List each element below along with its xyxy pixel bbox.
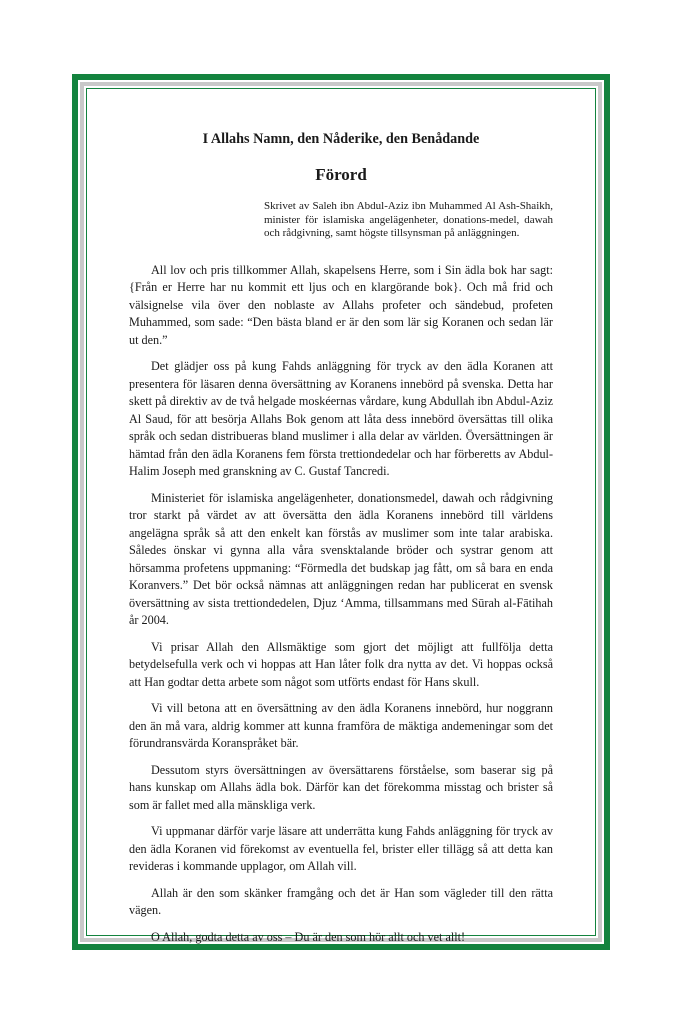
page-frame-gap <box>80 82 602 942</box>
paragraph: Det glädjer oss på kung Fahds anläggning för tryck av den ädla Koranen att presentera för läsaren denna översättning av Koranens innebörd på svenska. Detta har skett på direktiv av de två helgade moskéernas vårdare, kung Abdullah ibn Abdul-Aziz Al Saud, för att besörja Allahs Bok genom att låta dess innebörd översättas till olika språk och sedan distribueras bland muslimer i alla delar av världen. Översättningen är hämtad från den ädla Koranens fem första trettiondedelar och har förberetts av Abdul-Halim Joseph med granskning av C. Gustaf Tancredi. <box>129 359 553 479</box>
paragraph: Ministeriet för islamiska angelägenheter, donationsmedel, dawah och rådgivning tror starkt på värdet av att översätta den ädla Koranens innebörd till världens angelägna språk så att den enkelt kan förstås av muslimer som inte talar arabiska. Således önskar vi gynna alla våra svensktalande bröder och systrar genom att hörsamma profetens uppmaning: “Förmedla det budskap jag fått, om så bara en enda Koranvers.” Det bör också nämnas att anläggningen redan har publicerat en svensk översättning av sista trettiondedelen, Djuz ‘Amma, tillsammans med Sūrah al-Fātihah år 2004. <box>129 490 553 628</box>
page-content <box>129 129 553 944</box>
bismillah-heading: I Allahs Namn, den Nåderike, den Benådande <box>202 131 480 147</box>
closing-prayer: O Allah, godta detta av oss – Du är den som hör allt och vet allt! <box>151 929 466 944</box>
paragraph: Dessutom styrs översättningen av översättarens förståelse, som baserar sig på hans kunskap om Allahs ädla bok. Därför kan det förekomma misstag och brister så som är fallet med alla mänskliga verk. <box>129 762 553 812</box>
paragraph: Allah är den som skänker framgång och det är Han som vägleder till den rätta vägen. <box>129 885 553 918</box>
author-byline: Skrivet av Saleh ibn Abdul-Aziz ibn Muhammed Al Ash-Shaikh, minister för islamiska angelägenheter, donations-medel, dawah och rådgivning, samt högste tillsynsman på anläggningen. <box>264 200 553 240</box>
paragraph: Vi vill betona att en översättning av den ädla Koranens innebörd, hur noggrann den än må vara, aldrig kommer att kunna framföra de mäktiga andemeningar som det förundransvärda Koranspråket bär. <box>129 701 553 751</box>
paragraph: All lov och pris tillkommer Allah, skapelsens Herre, som i Sin ädla bok har sagt: {Från er Herre har nu kommit ett ljus och en klargörande bok}. Och må frid och välsignelse vila över den noblaste av Allahs profeter och sändebud, profeten Muhammed, som sade: “Den bästa bland er är den som lär sig Koranen och sedan lär ut den.” <box>129 262 553 347</box>
foreword-body <box>129 262 553 947</box>
page-frame-outer <box>72 74 610 950</box>
paragraph: Vi uppmanar därför varje läsare att underrätta kung Fahds anläggning för tryck av den ädla Koranen vid förekomst av eventuella fel, brister eller tillägg så att detta kan revideras i kommande upplagor, om Allah vill. <box>129 824 553 874</box>
page-title: Förord <box>315 165 367 184</box>
page-frame-inner <box>86 88 596 944</box>
paragraph: Vi prisar Allah den Allsmäktige som gjort det möjligt att fullfölja detta betydelsefulla verk och vi hoppas att Han låter folk dra nytta av det. Vi hoppas också att Han godtar detta arbete som något som utförts endast för Hans skull. <box>129 639 553 689</box>
